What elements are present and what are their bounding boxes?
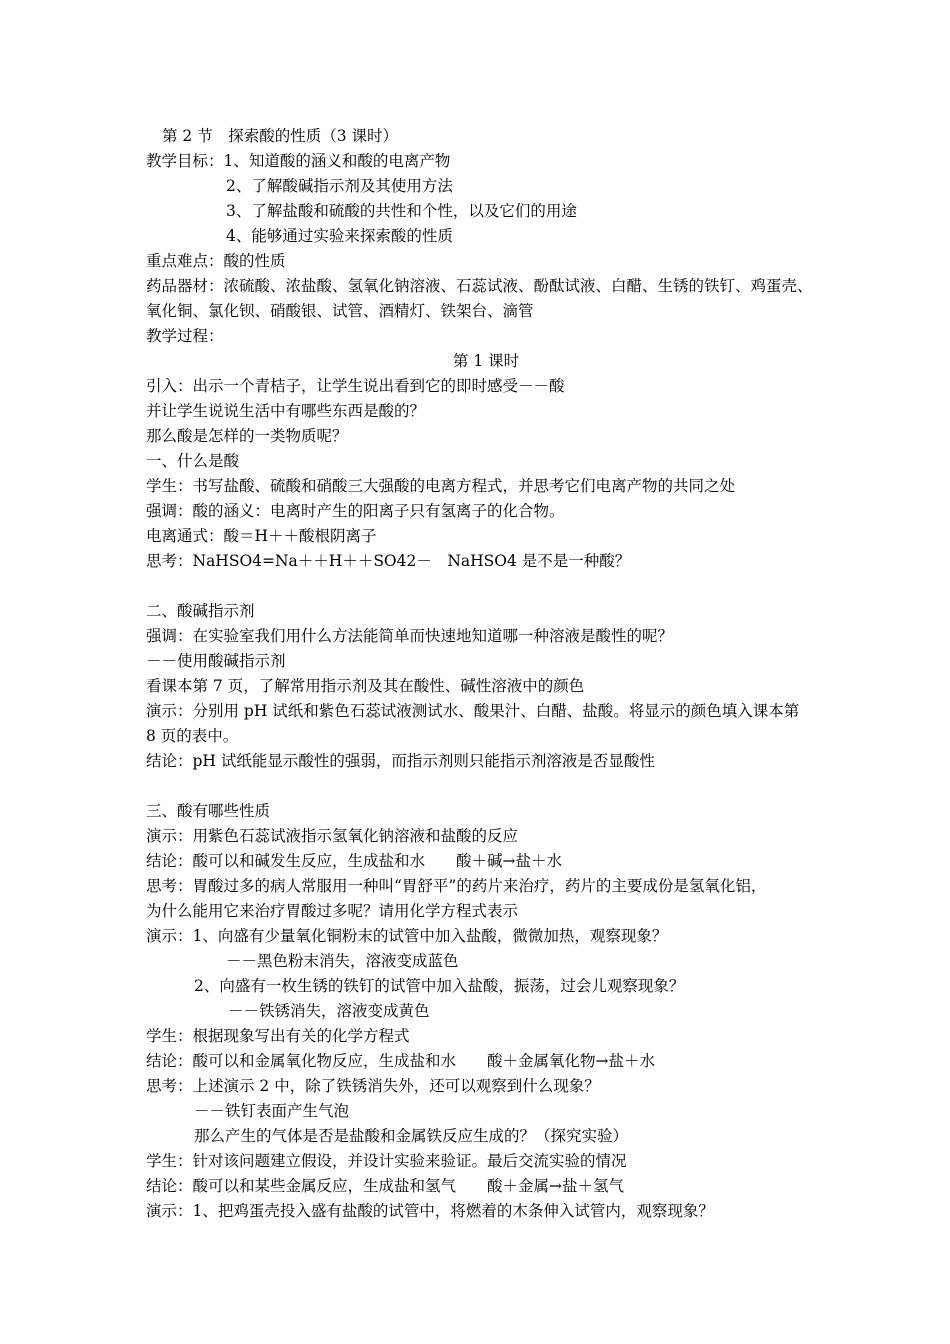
section-heading: 二、酸碱指示剂 — [146, 602, 255, 620]
objective-item: 4、能够通过实验来探索酸的性质 — [226, 227, 453, 245]
text-line: 8 页的表中。 — [146, 727, 239, 745]
intro-line: 引入：出示一个青桔子，让学生说出看到它的即时感受－－酸 — [146, 377, 565, 395]
text-line: 为什么能用它来治疗胃酸过多呢？请用化学方程式表示 — [146, 902, 519, 920]
text-line: 结论：酸可以和金属氧化物反应，生成盐和水 酸＋金属氧化物→盐＋水 — [146, 1052, 655, 1070]
text-line: 演示：用紫色石蕊试液指示氢氧化钠溶液和盐酸的反应 — [146, 827, 519, 845]
materials-line: 药品器材：浓硫酸、浓盐酸、氢氧化钠溶液、石蕊试液、酚酞试液、白醋、生锈的铁钉、鸡蛋壳、 — [146, 277, 813, 295]
section-heading: 一、什么是酸 — [146, 452, 240, 470]
text-line: 思考：上述演示 2 中，除了铁锈消失外，还可以观察到什么现象？ — [146, 1077, 600, 1095]
text-line: 电离通式：酸＝H＋＋酸根阴离子 — [146, 527, 377, 545]
text-line: 演示：1、向盛有少量氧化铜粉末的试管中加入盐酸，微微加热，观察现象？ — [146, 927, 668, 945]
intro-line: 并让学生说说生活中有哪些东西是酸的？ — [146, 402, 426, 420]
blank-line — [146, 774, 826, 799]
text-line: 2、向盛有一枚生锈的铁钉的试管中加入盐酸，振荡，过会儿观察现象？ — [194, 977, 685, 995]
intro-line: 那么酸是怎样的一类物质呢？ — [146, 427, 348, 445]
document-page — [146, 124, 826, 1224]
text-line: 演示：分别用 pH 试纸和紫色石蕊试液测试水、酸果汁、白醋、盐酸。将显示的颜色填入课本第 — [146, 702, 800, 720]
materials-line: 氧化铜、氯化钡、硝酸银、试管、酒精灯、铁架台、滴管 — [146, 302, 534, 320]
blank-line — [146, 574, 826, 599]
lesson-heading: 第 1 课时 — [452, 352, 520, 370]
text-line: 看课本第 7 页，了解常用指示剂及其在酸性、碱性溶液中的颜色 — [146, 677, 585, 695]
text-line: 学生：书写盐酸、硫酸和硝酸三大强酸的电离方程式，并思考它们电离产物的共同之处 — [146, 477, 736, 495]
section-title: 第 2 节 探索酸的性质（3 课时） — [162, 127, 399, 145]
text-line: 强调：酸的涵义：电离时产生的阳离子只有氢离子的化合物。 — [146, 502, 565, 520]
text-line: －－黑色粉末消失，溶液变成蓝色 — [226, 952, 459, 970]
text-line: 学生：根据现象写出有关的化学方程式 — [146, 1027, 410, 1045]
text-line: 演示：1、把鸡蛋壳投入盛有盐酸的试管中，将燃着的木条伸入试管内，观察现象？ — [146, 1202, 714, 1220]
text-line: 强调：在实验室我们用什么方法能简单而快速地知道哪一种溶液是酸性的呢？ — [146, 627, 674, 645]
text-line: 那么产生的气体是否是盐酸和金属铁反应生成的？（探究实验） — [194, 1127, 629, 1145]
text-line: －－铁锈消失，溶液变成黄色 — [228, 1002, 430, 1020]
text-line: －－铁钉表面产生气泡 — [194, 1102, 350, 1120]
objective-item: 2、了解酸碱指示剂及其使用方法 — [226, 177, 453, 195]
objective-item: 3、了解盐酸和硫酸的共性和个性，以及它们的用途 — [226, 202, 577, 220]
text-line: 思考：NaHSO4=Na＋＋H＋＋SO42－ NaHSO4 是不是一种酸？ — [146, 552, 631, 570]
section-heading: 三、酸有哪些性质 — [146, 802, 271, 820]
key-points: 重点难点：酸的性质 — [146, 252, 286, 270]
text-line: 结论：pH 试纸能显示酸性的强弱，而指示剂则只能指示剂溶液是否显酸性 — [146, 752, 655, 770]
text-line: 结论：酸可以和某些金属反应，生成盐和氢气 酸＋金属→盐＋氢气 — [146, 1177, 624, 1195]
text-line: 学生：针对该问题建立假设，并设计实验来验证。最后交流实验的情况 — [146, 1152, 627, 1170]
text-line: 思考：胃酸过多的病人常服用一种叫“胃舒平”的药片来治疗，药片的主要成份是氢氧化铝， — [146, 877, 767, 895]
text-line: 结论：酸可以和碱发生反应，生成盐和水 酸＋碱→盐＋水 — [146, 852, 562, 870]
text-line: －－使用酸碱指示剂 — [146, 652, 286, 670]
process-label: 教学过程： — [146, 327, 224, 345]
objectives-label: 教学目标：1、知道酸的涵义和酸的电离产物 — [146, 152, 451, 170]
